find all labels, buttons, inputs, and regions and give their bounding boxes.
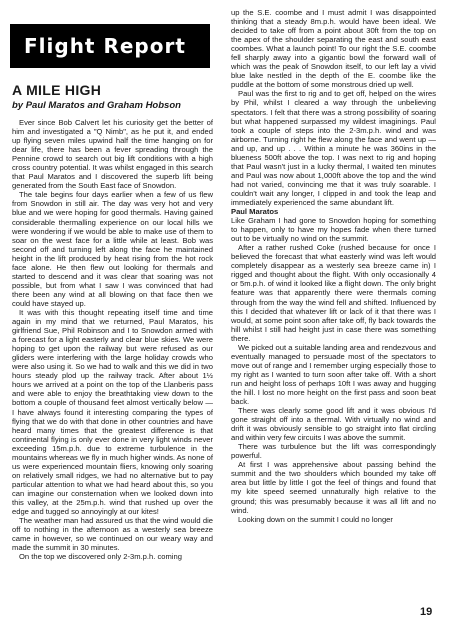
article-paragraph: The tale begins four days earlier when a few of us flew from Snowdon in still air. The day was very hot and very blue and we were hoping for good thermals. Having gained considerable thermalling experience on our local hills we were wondering if we would be able to make use of them to soar on the west face for a little while at least. Bob was second off and turning left along the face he maintained height in the lift produced by heat rising from the hot rock face alone. He then flew out looking for thermals and started to descend and it was clear that soaring was not possible, but from what I saw I was convinced that had there been any wind at all blowing on that face then we could have stayed up. (12, 190, 213, 308)
article-paragraph: After a rather rushed Coke (rushed because for once I believed the forecast that what easterly wind was left would completely disappear as a westerly sea breeze came in) I rigged and thought about the flight. With only occasionally 4 or 5m.p.h. of wind it looked like a flight down. The only bright feature was that apparently there were thermals coming through from the way the wind fell and shifted. Influenced by this I decided that whatever lift or lack of it that there was I would, at some point soon after take off, fly back towards the hill whilst I still had height just in case there was something there. (231, 243, 436, 343)
article-paragraph: up the S.E. coombe and I must admit I was disappointed thinking that a steady 8m.p.h. would have been ideal. We decided to take off from a point about 30ft from the top on the apex of the shoulder separating the east and south east coombes. What a launch point! To our right the S.E. coombe fell sharply away into a gigantic bowl the forward wall of which was the peak of Snowdon itself, to our left lay a vivid blue lake nestled in the depth of the E. coombe like the puddle at the bottom of some monstrous dried up well. (231, 8, 436, 90)
article-title: A MILE HIGH (12, 82, 102, 98)
right-column (231, 8, 436, 524)
article-paragraph: It was with this thought repeating itself time and time again in my mind that we returned, Paul Maratos, his girlfriend Sue, Phil Robinson and I to Snowdon armed with a forecast for a light easterly and clear blue skies. We were hoping to get upon the railway but were refused as our gliders were interfering with the large holiday crowds who were also using it. So we had to walk and this we did in two hours steady plod up the railway track. After about 1½ hours we arrived at a point on the top of the Llanberis pass and were able to enjoy the breathtaking view down to the bottom a couple of thousand feet almost vertically below — I have always found it interesting comparing the types of flying that we do with that done in other countries and have heard many times that the greatest difference is that continental flying is only ever done in very light winds never exceeding 15m.p.h. due to extreme turbulence in the mountains whereas we fly in much higher winds. As none of us were experienced mountain fliers, knowing only soaring on relatively small ridges, we had no alternative but to pay particular attention to what we had heard about this, so you can imagine our consternation when we looked down into this valley, at the 25m.p.h. wind that rushed up over the edge and tugged so annoyingly at our kites! (12, 307, 213, 517)
article-paragraph: Paul was the first to rig and to get off, helped on the wires by Phil, whilst I cleared a way through the unbelieving spectators. I felt that there was a strong possibility of soaring but what happened surpassed my wildest imaginings. Paul took a couple of steps into the 2-3m.p.h. wind and was airborne. Turning right he flew along the face and went up — and up, and up . . . Within a minute he was 360ins in the blueness 500ft above the top. I was next to rig and hoping that Paul wasn't just in a lucky thermal, I waited ten minutes and Paul was now about 1,000ft above the top and the wind had not varied, convincing me that it was truly soarable. I couldn't wait any longer, I clipped in and took the leap and immediately experienced the same abundant lift. (231, 89, 436, 207)
article-paragraph: Like Graham I had gone to Snowdon hoping for something to happen, only to have my hopes fade when there turned out to be virtually no wind on the summit. (231, 216, 436, 244)
article-byline: by Paul Maratos and Graham Hobson (12, 100, 181, 111)
article-paragraph: Looking down on the summit I could no longer (238, 514, 393, 524)
article-paragraph: The weather man had assured us that the wind would die off to nothing in the afternoon as a westerly sea breeze came in however, so we continued on our weary way and made the summit in 30 minutes. (12, 516, 213, 553)
article-paragraph: There was clearly some good lift and it was obvious I'd gone straight off into a thermal. With virtually no wind and drift it was obviously sensible to go straight into flat circling and within very few circuits I was above the summit. (231, 406, 436, 443)
article-paragraph: We picked out a suitable landing area and rendezvous and eventually managed to persuade most of the spectators to move out of range and I remember urging especially those to my right as I wanted to turn soon after take off. With a short run and height loss of perhaps 10ft I was away and hugging the hill. I lost no more height on the first pass and soon beat back. (231, 342, 436, 407)
article-paragraph: At first I was apprehensive about passing behind the summit and the two shoulders which bounded my take off area but little by little I got the feel of things and found that my kite speed seemed unnaturally high relative to the ground; this was presumably because it was all lift and no wind. (231, 460, 436, 515)
article-paragraph: There was turbulence but the lift was correspondingly powerful. (231, 442, 436, 461)
section-banner (10, 24, 210, 68)
section-subheading: Paul Maratos (231, 207, 279, 217)
page-number: 19 (420, 606, 433, 618)
banner-title: Flight Report (24, 34, 186, 58)
left-column (12, 118, 213, 561)
article-paragraph: On the top we discovered only 2-3m.p.h. coming (19, 552, 182, 562)
article-paragraph: Ever since Bob Calvert let his curiosity get the better of him and investigated a "Q Nimb", as he put it, and ended up flying seven miles upwind half the time hanging on for dear life, there has been a fever spreading through the Pennine crowd to search out big lift conditions with a high cross country potential. It was whilst engaged in this search that Paul Maratos and I discovered the superb lift being generated from the South East face of Snowdon. (12, 118, 213, 191)
